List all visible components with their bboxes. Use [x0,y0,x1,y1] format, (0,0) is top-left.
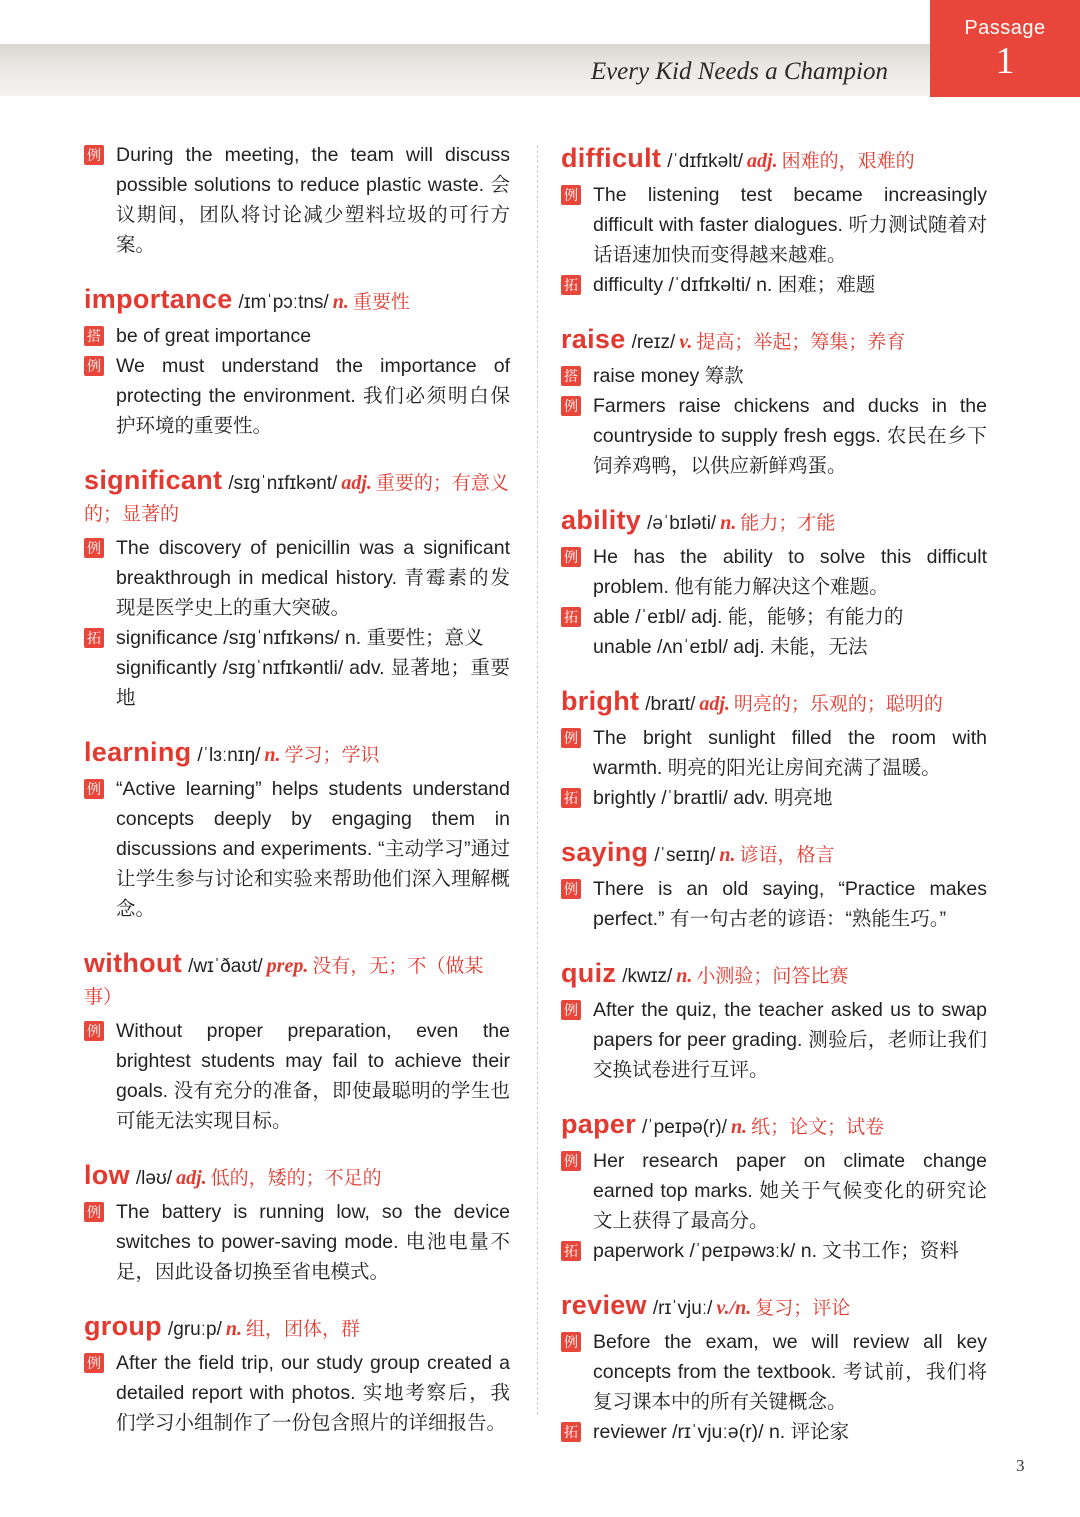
extension-text: unable /ʌnˈeɪbl/ adj. 未能，无法 [593,636,868,658]
example-line [84,533,510,623]
example-line [84,1348,510,1438]
entry-significant [84,465,510,713]
phonetic: /ɪmˈpɔːtns/ [238,292,329,313]
meaning: 提高；举起；筹集；养育 [696,332,906,353]
left-column [84,140,510,1462]
example-tag-icon: 例 [84,145,104,165]
entry-group [84,1311,510,1438]
part-of-speech: n. [225,1318,242,1340]
part-of-speech: adj. [176,1167,207,1189]
part-of-speech: n. [719,844,736,866]
example-text: The battery is running low, so the device switches to power-saving mode. 电池电量不足，因此设备切换至省电模式。 [116,1201,510,1283]
example-text: The bright sunlight filled the room with warmth. 明亮的阳光让房间充满了温暖。 [593,727,987,779]
entry-review [561,1290,987,1447]
meaning: 组，团体，群 [245,1319,360,1340]
entry-headline [84,737,510,772]
entry-headline [561,958,987,993]
meaning: 重要的；有意义的；显著的 [84,473,509,525]
example-text: The discovery of penicillin was a significant breakthrough in medical history. 青霉素的发现是医学史上的重大突破。 [116,537,510,619]
phonetic: /ˈseɪɪŋ/ [654,845,716,866]
example-tag-icon: 例 [561,1332,581,1352]
headword: learning [84,737,192,767]
extension-text: able /ˈeɪbl/ adj. 能，能够；有能力的 [593,606,904,628]
entry-difficult [561,143,987,300]
column-divider [537,145,538,1415]
example-tag-icon: 例 [561,879,581,899]
intro-example-block [84,140,510,260]
extension-text: paperwork /ˈpeɪpəwɜːk/ n. 文书工作；资料 [593,1240,959,1262]
entry-headline [561,686,987,721]
example-line [84,140,510,260]
example-line [561,180,987,270]
phonetic: /reɪz/ [631,332,676,353]
example-tag-icon: 例 [84,1353,104,1373]
part-of-speech: v./n. [716,1297,752,1319]
headword: difficult [561,143,662,173]
part-of-speech: n. [730,1116,748,1138]
headword: without [84,948,183,978]
phonetic: /əˈbɪləti/ [647,513,717,534]
part-of-speech: n. [264,744,281,766]
example-tag-icon: 例 [84,779,104,799]
part-of-speech: adj. [747,150,778,172]
passage-tab [930,0,1080,97]
example-line [84,774,510,924]
phonetic: /ˈpeɪpə(r)/ [642,1117,727,1138]
part-of-speech: prep. [266,955,309,977]
meaning: 小测验；问答比赛 [696,966,849,987]
meaning: 纸；论文；试卷 [751,1117,885,1138]
phonetic: /braɪt/ [645,694,696,715]
page-number: 3 [1016,1456,1025,1475]
headword: group [84,1311,162,1341]
example-tag-icon: 例 [84,356,104,376]
meaning: 重要性 [352,292,410,313]
phonetic: /kwɪz/ [622,966,673,987]
example-line [561,723,987,783]
example-tag-icon: 例 [561,1000,581,1020]
part-of-speech: n. [332,291,349,313]
example-line [84,1197,510,1287]
extension-text: reviewer /rɪˈvjuːə(r)/ n. 评论家 [593,1421,850,1443]
meaning: 没有，无；不（做某事） [84,956,484,1008]
extension-line [561,783,987,813]
example-line [84,351,510,441]
example-text: During the meeting, the team will discuss possible solutions to reduce plastic waste. 会议期间，团队将讨论减少塑料垃圾的可行方案。 [116,144,510,256]
example-tag-icon: 例 [84,538,104,558]
headword: paper [561,1109,637,1139]
entry-headline [561,1290,987,1325]
example-text: Farmers raise chickens and ducks in the countryside to supply fresh eggs. 农民在乡下饲养鸡鸭，以供应新鲜鸡蛋。 [593,395,987,477]
example-tag-icon: 例 [561,728,581,748]
example-tag-icon: 例 [561,185,581,205]
extension-text: significantly /sɪɡˈnɪfɪkəntli/ adv. 显著地；重要地 [116,657,510,709]
example-text: Before the exam, we will review all key concepts from the textbook. 考试前，我们将复习课本中的所有关键概念。 [593,1331,987,1413]
meaning: 谚语，格言 [739,845,835,866]
example-tag-icon: 例 [561,1151,581,1171]
headword: raise [561,324,626,354]
passage-label: Passage [964,17,1046,39]
headword: quiz [561,958,617,988]
entry-headline [561,837,987,872]
headword: importance [84,284,233,314]
meaning: 学习；学识 [284,745,380,766]
headword: saying [561,837,649,867]
extension-tag-icon: 拓 [84,628,104,648]
headword: bright [561,686,640,716]
phonetic: /sɪɡˈnɪfɪkənt/ [228,473,338,494]
meaning: 明亮的；乐观的；聪明的 [733,694,943,715]
extension-tag-icon: 拓 [561,1241,581,1261]
meaning: 低的，矮的；不足的 [210,1168,382,1189]
right-column [561,143,987,1471]
phonetic: /wɪˈðaʊt/ [188,956,263,977]
entry-headline [84,948,510,1014]
part-of-speech: v. [679,331,693,353]
entry-headline [84,465,510,531]
collocation-text: raise money 筹款 [593,365,744,387]
extension-tag-icon: 拓 [561,1422,581,1442]
extension-tag-icon: 拓 [561,275,581,295]
headword: ability [561,505,642,535]
passage-number: 1 [995,40,1015,82]
entry-headline [561,143,987,178]
phonetic: /rɪˈvjuː/ [652,1298,713,1319]
collocation-tag-icon: 搭 [84,326,104,346]
extension-text: difficulty /ˈdɪfɪkəlti/ n. 困难；难题 [593,274,876,296]
entry-importance [84,284,510,441]
part-of-speech: adj. [699,693,730,715]
example-line [561,1146,987,1236]
phonetic: /ˈdɪfɪkəlt/ [667,151,744,172]
entry-learning [84,737,510,924]
example-text: There is an old saying, “Practice makes perfect.” 有一句古老的谚语：“熟能生巧。” [593,878,987,930]
example-tag-icon: 例 [561,547,581,567]
example-tag-icon: 例 [84,1202,104,1222]
meaning: 复习；评论 [755,1298,851,1319]
part-of-speech: n. [676,965,693,987]
headword: low [84,1160,130,1190]
extension-line [561,1236,987,1266]
example-text: We must understand the importance of protecting the environment. 我们必须明白保护环境的重要性。 [116,355,510,437]
example-tag-icon: 例 [84,1021,104,1041]
headword: significant [84,465,223,495]
part-of-speech: adj. [341,472,372,494]
collocation-line [84,321,510,351]
entry-bright [561,686,987,813]
entry-quiz [561,958,987,1085]
example-text: The listening test became increasingly difficult with faster dialogues. 听力测试随着对话语速加快而变得越来越难。 [593,184,987,266]
extension-tag-icon: 拓 [561,788,581,808]
phonetic: /ˈlɜːnɪŋ/ [197,745,261,766]
extension-line [561,270,987,300]
example-line [561,542,987,602]
example-text: Without proper preparation, even the brightest students may fail to achieve their goals. 没有充分的准备，即使最聪明的学生也可能无法实现目标。 [116,1020,510,1132]
part-of-speech: n. [720,512,737,534]
collocation-text: be of great importance [116,325,312,347]
entry-paper [561,1109,987,1266]
entry-low [84,1160,510,1287]
extension-text: significance /sɪɡˈnɪfɪkəns/ n. 重要性；意义 [116,627,484,649]
phonetic: /ləʊ/ [135,1168,173,1189]
example-text: Her research paper on climate change earned top marks. 她关于气候变化的研究论文上获得了最高分。 [593,1150,987,1232]
example-text: After the quiz, the teacher asked us to swap papers for peer grading. 测验后，老师让我们交换试卷进行互评。 [593,999,987,1081]
entry-headline [561,505,987,540]
entry-headline [84,1311,510,1346]
extension-line [561,1417,987,1447]
meaning: 困难的，艰难的 [781,151,915,172]
example-tag-icon: 例 [561,396,581,416]
entry-headline [561,1109,987,1144]
entry-raise [561,324,987,481]
entry-headline [561,324,987,359]
entry-ability [561,505,987,662]
example-line [561,874,987,934]
running-title: Every Kid Needs a Champion [590,58,888,85]
entry-headline [84,1160,510,1195]
collocation-line [561,361,987,391]
extension-line [84,623,510,713]
entry-without [84,948,510,1136]
collocation-tag-icon: 搭 [561,366,581,386]
example-line [561,391,987,481]
example-line [561,995,987,1085]
example-text: “Active learning” helps students understand concepts deeply by engaging them in discussions and experiments. “主动学习”通过让学生参与讨论和实验来帮助他们深入理解概念。 [116,778,510,920]
extension-line [561,602,987,662]
example-text: After the field trip, our study group created a detailed report with photos. 实地考察后，我们学习小组制作了一份包含照片的详细报告。 [116,1352,510,1434]
extension-text: brightly /ˈbraɪtli/ adv. 明亮地 [593,787,833,809]
extension-tag-icon: 拓 [561,607,581,627]
example-line [561,1327,987,1417]
meaning: 能力；才能 [740,513,836,534]
entry-headline [84,284,510,319]
example-text: He has the ability to solve this difficult problem. 他有能力解决这个难题。 [593,546,987,598]
example-line [84,1016,510,1136]
phonetic: /ɡruːp/ [167,1319,222,1340]
headword: review [561,1290,647,1320]
entry-saying [561,837,987,934]
